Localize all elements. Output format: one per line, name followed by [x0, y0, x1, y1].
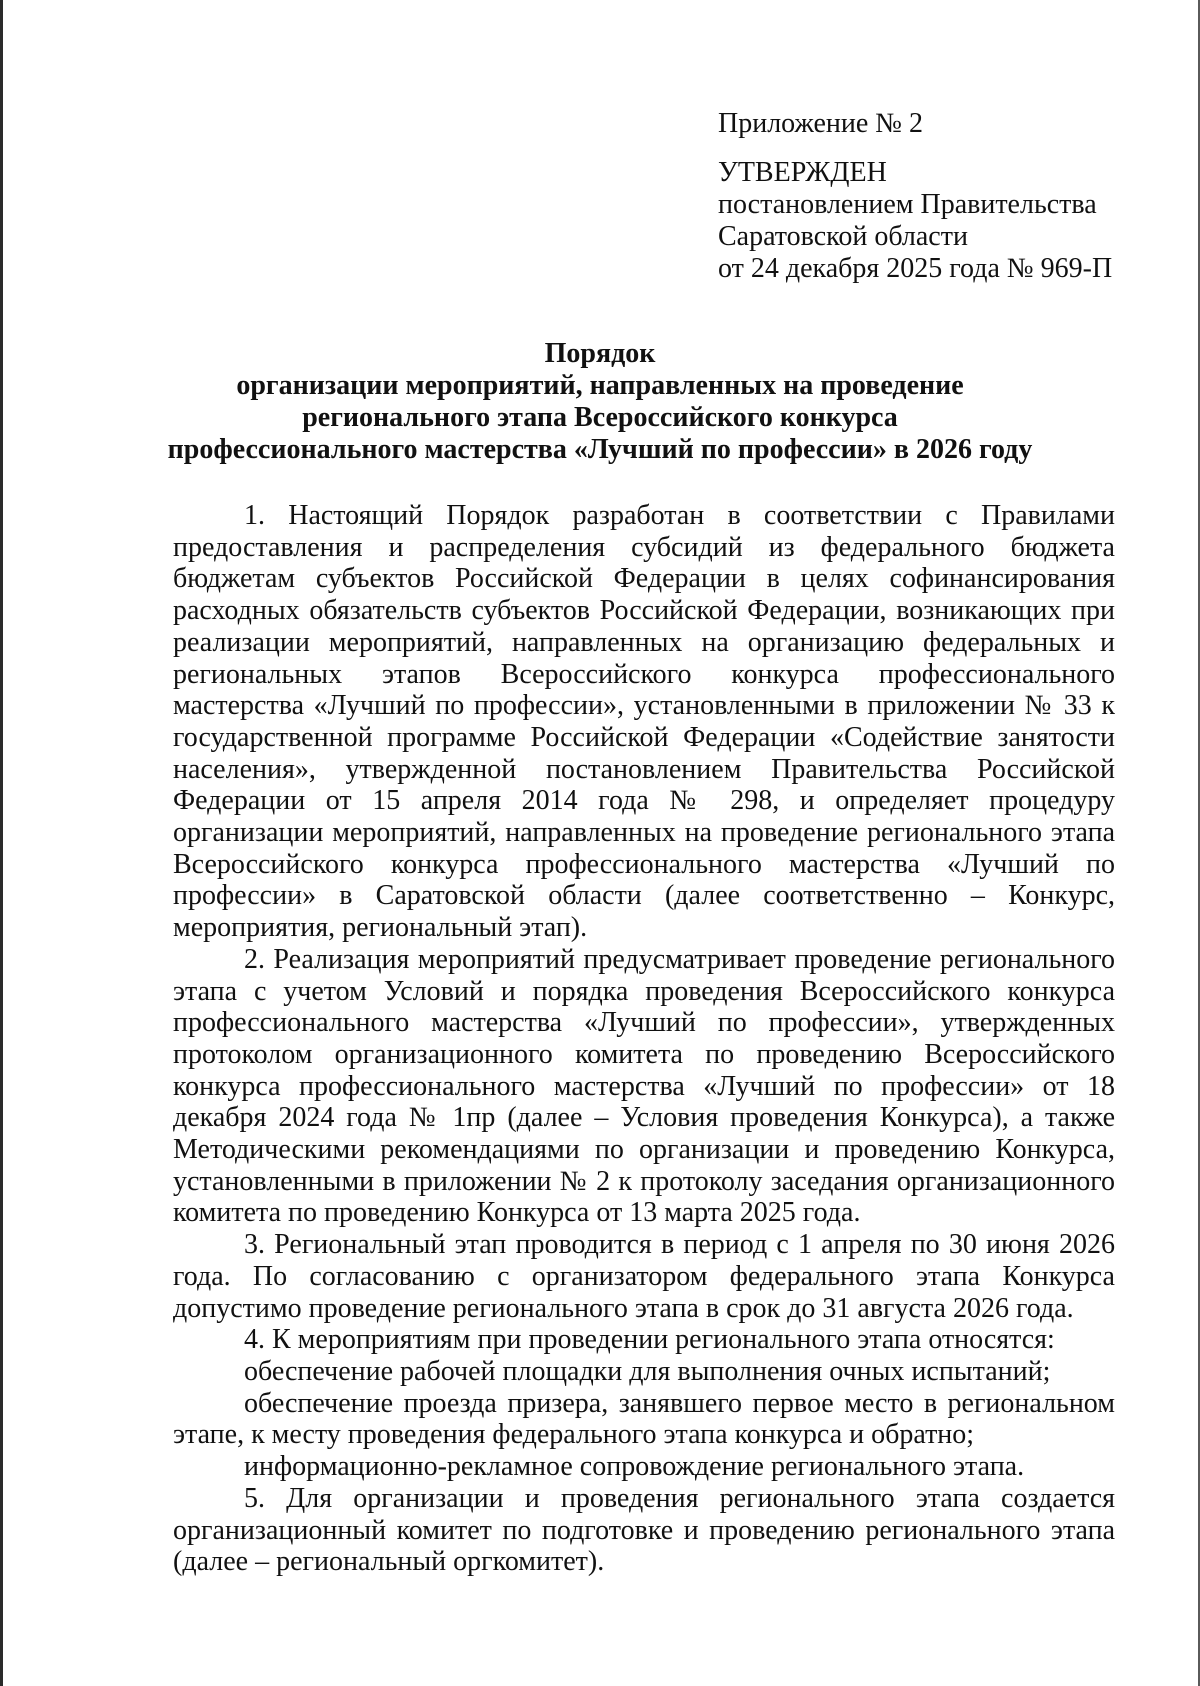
annex-number: Приложение № 2	[718, 108, 923, 139]
paragraph-4-item-2: обеспечение проезда призера, занявшего первое место в региональном этапе, к месту проведения федерального этапа конкурса и обратно;	[173, 1387, 1115, 1451]
approved-region-line: Саратовской области	[718, 221, 968, 252]
paragraph-2: 2. Реализация мероприятий предусматривает проведение регионального этапа с учетом Условий и порядка проведения Всероссийского конкурса профессионального мастерства «Лучший по профессии», утвержденных протоколом организационного комитета по проведению Всероссийского конкурса профессионального мастерства «Лучший по профессии» от 18 декабря 2024 года № 1пр (далее – Условия проведения Конкурса), а также Методическими рекомендациями по организации и проведению Конкурса, установленными в приложении № 2 к протоколу заседания организационного комитета по проведению Конкурса от 13 марта 2025 года.	[173, 943, 1115, 1229]
paragraph-4: 4. К мероприятиям при проведении регионального этапа относятся:	[244, 1324, 1055, 1356]
paragraph-1: 1. Настоящий Порядок разработан в соответствии с Правилами предоставления и распределения субсидий из федерального бюджета бюджетам субъектов Российской Федерации в целях софинансирования расходных обязательств субъектов Российской Федерации, возникающих при реализации мероприятий, направленных на организацию федеральных и региональных этапов Всероссийского конкурса профессионального мастерства «Лучший по профессии», установленными в приложении № 33 к государственной программе Российской Федерации «Содействие занятости населения», утвержденной постановлением Правительства Российской Федерации от 15 апреля 2014 года № 298, и определяет процедуру организации мероприятий, направленных на проведение регионального этапа Всероссийского конкурса профессионального мастерства «Лучший по профессии» в Саратовской области (далее соответственно – Конкурс, мероприятия, региональный этап).	[173, 500, 1115, 944]
title-line-3: регионального этапа Всероссийского конкурса	[302, 402, 898, 433]
approved-date-line: от 24 декабря 2025 года № 969-П	[718, 253, 1113, 284]
paragraph-4-item-1: обеспечение рабочей площадки для выполнения очных испытаний;	[244, 1355, 1051, 1387]
paragraph-4-item-3: информационно-рекламное сопровождение регионального этапа.	[244, 1451, 1025, 1483]
title-line-2: организации мероприятий, направленных на проведение	[236, 370, 964, 401]
document-title	[150, 338, 1050, 466]
paragraph-5: 5. Для организации и проведения регионального этапа создается организационный комитет по подготовке и проведению регионального этапа (далее – региональный оргкомитет).	[173, 1482, 1115, 1578]
scan-edge-left	[0, 0, 3, 1686]
approved-label: УТВЕРЖДЕН	[718, 157, 887, 188]
document-body	[173, 500, 1115, 1578]
approved-by-line: постановлением Правительства	[718, 189, 1097, 220]
approval-block	[718, 108, 1112, 285]
annex-gap	[718, 140, 1112, 157]
title-line-1: Порядок	[544, 338, 656, 369]
title-line-4: профессионального мастерства «Лучший по профессии» в 2026 году	[167, 434, 1033, 465]
paragraph-3: 3. Региональный этап проводится в период с 1 апреля по 30 июня 2026 года. По согласованию с организатором федерального этапа Конкурса допустимо проведение регионального этапа в срок до 31 августа 2026 года.	[173, 1229, 1115, 1324]
